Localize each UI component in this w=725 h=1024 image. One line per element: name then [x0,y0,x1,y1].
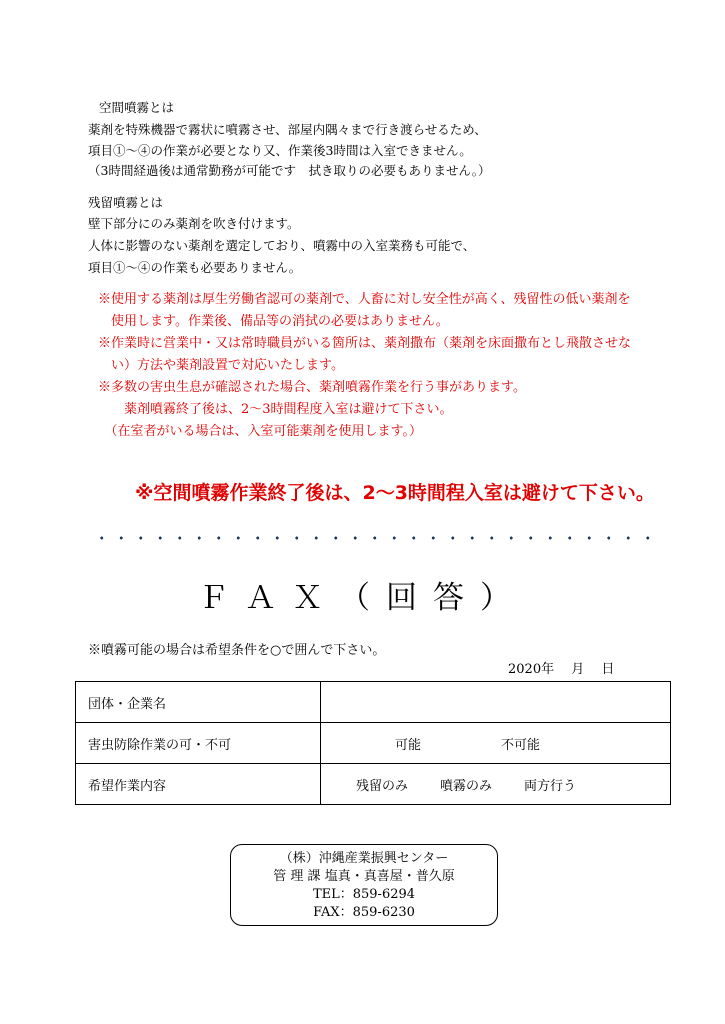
note-line: ※使用する薬剤は厚生労働省認可の薬剤で、人畜に対し安全性が高く、残留性の低い薬剤を [98,292,631,307]
dotted-separator [92,534,652,542]
option-residual-only[interactable]: 残留のみ [356,778,409,794]
company-name-label: 団体・企業名 [76,682,321,723]
residual-spray-line: 項目①～④の作業も必要ありません。 [88,260,302,275]
note-line: 使用します。作業後、備品等の消拭の必要はありません。 [98,314,449,329]
option-possible[interactable]: 可能 [395,737,422,753]
space-spray-heading: 空間噴霧とは [99,100,175,115]
company-name-field[interactable] [321,682,671,723]
contact-tel: TEL：859‐6294 [312,887,416,902]
note-line: ※多数の害虫生息が確認された場合、薬剤噴霧作業を行う事があります。 [98,380,526,395]
fax-instruction: ※噴霧可能の場合は希望条件を○で囲んで下さい。 [88,643,386,658]
work-type-label: 希望作業内容 [76,764,321,805]
form-row-availability [76,723,671,764]
form-row-company [76,682,671,723]
spray-warning: ※空間噴霧作業終了後は、2～3時間程入室は避けて下さい。 [135,482,655,504]
note-line: 薬剤噴霧終了後は、2～3時間程度入室は避けて下さい。 [98,402,453,417]
residual-spray-heading: 残留噴霧とは [88,195,164,210]
residual-spray-line: 壁下部分にのみ薬剤を吹き付けます。 [88,216,300,231]
fax-title: ＦＡＸ（回答） [198,580,527,616]
contact-fax: FAX：859‐6230 [313,905,415,920]
form-row-work-type [76,764,671,805]
contact-box [230,844,498,926]
note-line: （在室者がいる場合は、入室可能薬剤を使用します。） [98,424,422,439]
space-spray-line: 項目①～④の作業が必要となり又、作業後3時間は入室できません。 [88,143,472,158]
option-impossible[interactable]: 不可能 [501,737,541,753]
work-type-options [321,764,671,805]
contact-company: （株）沖縄産業振興センター [279,851,449,866]
fax-date: 2020年 月 日 [508,662,615,677]
space-spray-line: （3時間経過後は通常勤務が可能です 拭き取りの必要もありません。） [88,163,491,178]
residual-spray-line: 人体に影響のない薬剤を選定しており、噴霧中の入室業務も可能で、 [88,238,476,253]
space-spray-line: 薬剤を特殊機器で霧状に噴霧させ、部屋内隅々まで行き渡らせるため、 [88,122,487,137]
option-both[interactable]: 両方行う [524,778,577,794]
availability-label: 害虫防除作業の可・不可 [76,723,321,764]
availability-options [321,723,671,764]
option-spray-only[interactable]: 噴霧のみ [440,778,493,794]
contact-department: 管 理 課 塩真・真喜屋・普久原 [273,869,455,884]
response-form [75,681,671,805]
note-line: ※作業時に営業中・又は常時職員がいる箇所は、薬剤撒布（薬剤を床面撒布とし飛散させな [98,336,632,351]
note-line: い）方法や薬剤設置で対応いたします。 [98,358,344,373]
